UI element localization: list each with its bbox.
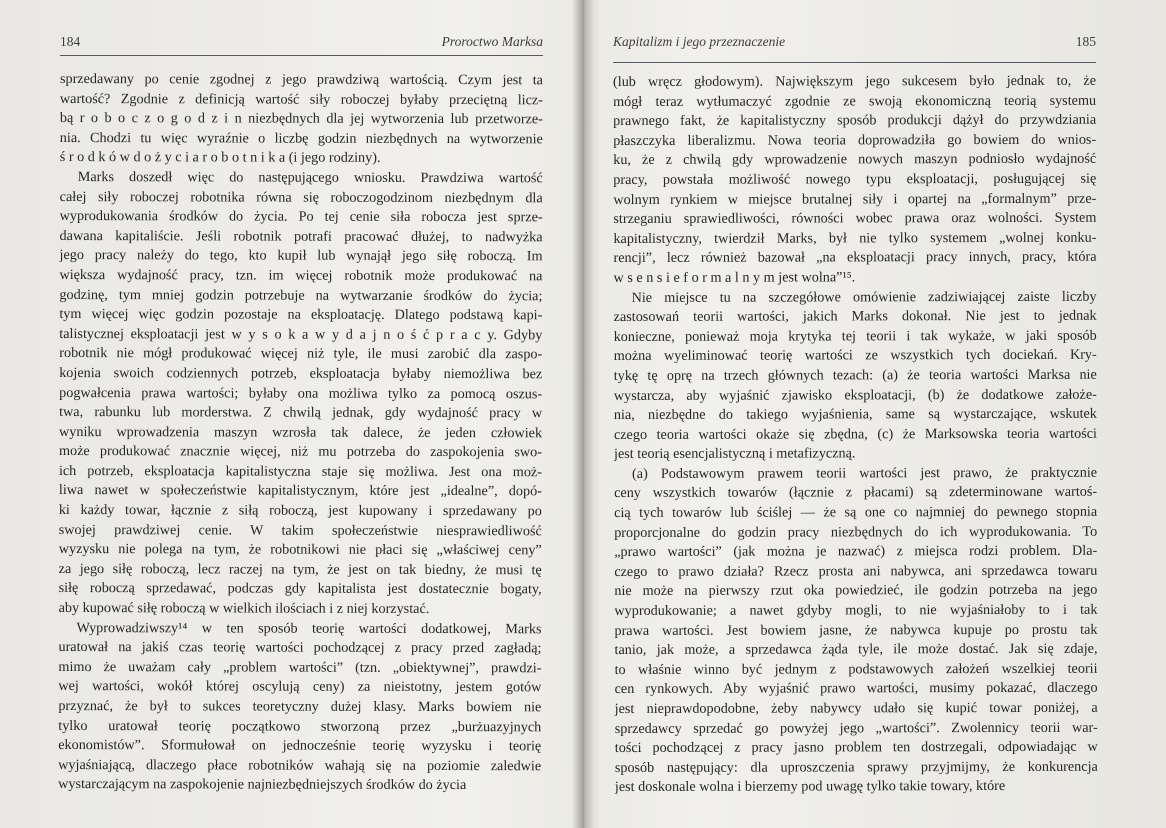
text-line: czego teoria wartości okaże się zbędna, (c) że Marksowska teoria wartości: [613, 425, 1097, 443]
text-line: można wyeliminować teorię wartości ze wszystkich tych dociekań. Kry-: [613, 347, 1097, 365]
text-line: kojenia swoich codziennych potrzeb, eksploatacja byłaby niemożliwa bez: [59, 364, 543, 383]
right-running-head: Kapitalizm i jego przeznaczenie: [613, 34, 786, 49]
text-line: wartość? Zgodnie z definicją wartość siły roboczej byłaby przeciętną licz-: [59, 90, 543, 108]
text-line: wyniku wprowadzenia maszyn wzrosła tak dalece, że jeden człowiek: [59, 423, 543, 441]
text-line: swojej prawdziwej cenie. W takim społeczeństwie niesprawiedliwość: [58, 521, 542, 539]
text-line: tanio, jak może, a sprzedawca żąda tyle, ile może dostać. Jak się zdaje,: [614, 640, 1098, 659]
text-line: za jego siłę roboczą, lecz raczej na tym, że jest on tak biedny, że musi tę: [58, 560, 542, 579]
text-line: mógł teraz wytłumaczyć zgodnie ze swoją ekonomiczną teorią systemu: [613, 92, 1097, 110]
left-running-head: Proroctwo Marksa: [441, 34, 543, 49]
text-line: konieczne, ponieważ moja krytyka tej teorii i tak wykaże, w jaki sposób: [613, 327, 1097, 345]
text-line: aby kupować siłę roboczą w wielkich ilościach i z niej korzystać.: [58, 600, 430, 617]
text-line: zastosowań teorii wartości, jakich Marks dokonał. Nie jest to jednak: [613, 307, 1097, 326]
text-line: tym więcej więc godzin pozostaje na eksploatację. Dlatego podstawą kapi-: [59, 306, 543, 324]
text-line: wyprodukowania środków do życia. Po tej cenie siła robocza jest sprze-: [59, 208, 543, 226]
text-line: ś r o d k ó w d o ż y c i a r o b o t n i k a (i jego rodziny).: [59, 149, 381, 167]
text-line: robotnik nie mógł produkować więcej niż tyle, ile musi zarobić dla zaspo-: [59, 345, 543, 363]
text-line: uratował na jakiś czas teorię wartości pochodzącej z pracy przed zagładą;: [58, 639, 542, 657]
text-line: (lub wręcz głodowym). Największym jego sukcesem było jednak to, że: [613, 72, 1097, 90]
text-line: talistycznej eksploatacji jest w y s o k a w y d a j n o ś ć p r a c y. Gdyby: [59, 325, 543, 343]
text-line: jest nieprawdopodobne, żeby nabywcy udało się kupić towar poniżej, a: [614, 699, 1098, 717]
text-line: Marks doszedł więc do następującego wniosku. Prawdziwa wartość: [77, 169, 543, 187]
text-line: nia, niezbędne do takiego wyjaśnienia, same są wystarczające, wskutek: [613, 405, 1097, 424]
text-line: jego pracy należy do tego, kto kupił lub wynajął jego siłę roboczą. Im: [59, 247, 543, 265]
text-line: liwa nawet w społeczeństwie kapitalistycznym, które jest „idealne”, dopó-: [58, 482, 542, 500]
text-line: proporcjonalne do godzin pracy niezbędnych do ich wyprodukowania. To: [614, 523, 1098, 541]
text-line: płaszczyka liberalizmu. Nowa teoria doprowadziła go bowiem do wnios-: [613, 131, 1097, 149]
text-line: twa, rabunku lub morderstwa. Z chwilą jednak, gdy wydajność pracy w: [59, 404, 543, 422]
text-line: tości pochodzącej z pracy jasno problem ten dostrzegali, odpowiadając w: [614, 738, 1098, 757]
text-line: strzeganiu sprawiedliwości, równości wobec prawa oraz wolności. System: [613, 209, 1097, 228]
text-line: jest teorią esencjalistyczną i metafizyczną.: [613, 445, 856, 463]
text-line: sposób następujący: dla uproszczenia sprawy przyjmijmy, że konkurencja: [614, 758, 1098, 776]
text-line: „prawo wartości” (jak można je nazwać) z miejsca rodzi problem. Dla-: [614, 542, 1098, 561]
text-line: tykę tę oprę na trzech głównych tezach: (a) że teoria wartości Marksa nie: [613, 366, 1097, 384]
text-line: pogwałcenia prawa wartości; byłaby ona możliwa tylko za pomocą oszus-: [59, 384, 543, 402]
text-line: sprzedawcy sprzedać go powyżej jego „wartości”. Zwolennicy teorii war-: [614, 719, 1098, 737]
text-line: kapitalistyczny, twierdził Marks, był nie tylko systemem „wolnej konku-: [613, 229, 1097, 247]
text-line: może produkować znacznie więcej, niż mu potrzeba do zaspokojenia swo-: [58, 443, 543, 461]
text-line: czego to prawo działa? Rzecz prosta ani nabywca, ani sprzedawca towaru: [614, 562, 1098, 580]
right-page: [583, 0, 1166, 828]
text-line: ki każdy towar, łącznie z siłą roboczą, jest kupowany i sprzedawany po: [58, 502, 542, 520]
text-line: w s e n s i e f o r m a l n y m jest wolna”¹⁵.: [613, 269, 856, 286]
text-line: jest doskonale wolna i bierzemy pod uwagę tylko takie towary, które: [614, 778, 1006, 796]
left-page-number: 184: [60, 34, 81, 49]
text-line: pracy, powstała możliwość nowego typu eksploatacji, posługującej się: [613, 170, 1097, 188]
text-line: Nie miejsce tu na szczegółowe omówienie zadziwiającej zaiste liczby: [631, 288, 1097, 306]
left-header-rule: [60, 55, 543, 56]
text-line: całej siły roboczej robotnika równa się roboczogodzinom niezbędnym dla: [59, 188, 543, 206]
text-line: przyznać, że był to sukces teoretyczny dużej klasy. Marks bowiem nie: [58, 697, 542, 716]
text-line: Wyprowadziwszy¹⁴ w ten sposób teorię wartości dodatkowej, Marks: [76, 619, 542, 637]
text-line: bą r o b o c z o g o d z i n niezbędnych dla jej wytworzenia lub przetworze-: [59, 110, 543, 128]
text-line: (a) Podstawowym prawem teorii wartości jest prawo, że praktycznie: [632, 464, 1098, 482]
text-line: ku, że z chwilą gdy wprowadzenie nowych maszyn podniosło wydajność: [613, 151, 1097, 169]
text-line: prawnego fakt, że kapitalistyczny sposób produkcji dążył do przywdziania: [613, 111, 1097, 130]
right-page-body: [613, 72, 1098, 798]
text-line: nie może na pierwszy rzut oka powiedzieć, ile godzin potrzeba na jego: [614, 582, 1098, 600]
text-line: cen rynkowych. Aby wyjaśnić prawo wartości, musimy pokazać, dlaczego: [614, 680, 1098, 698]
text-line: rencji”, lecz również bazował „na eksploatacji pracy innych, pracy, która: [613, 249, 1097, 267]
text-line: ekonomistów”. Sformułował on jednocześnie teorię wyzysku i teorię: [58, 737, 542, 755]
right-page-number: 185: [1075, 34, 1096, 49]
text-line: mimo że uważam cały „problem wartości” (tzn. „obiektywnej”, prawdzi-: [58, 658, 542, 677]
text-line: ceny wszystkich towarów (łącznie z płacami) są zdeterminowane wartoś-: [614, 484, 1098, 502]
right-header-rule: [613, 62, 1096, 63]
left-page-body: [58, 70, 543, 796]
text-line: prawa wartości. Jest bowiem jasne, że nabywca kupuje po prostu tak: [614, 621, 1098, 639]
text-line: siłę roboczą sprzedawać, podczas gdy kapitalista jest dostatecznie bogaty,: [58, 580, 542, 598]
text-line: sprzedawany po cenie zgodnej z jego prawdziwą wartością. Czym jest ta: [59, 71, 543, 89]
text-line: wyjaśniającą, dlaczego płace robotników wahają się na poziomie zaledwie: [58, 756, 542, 775]
text-line: tylko uratował teorię początkowo stworzoną przez „burżuazyjnych: [58, 717, 542, 735]
text-line: to właśnie winno być jednym z podstawowych założeń wszelkiej teorii: [614, 660, 1098, 678]
text-line: nia. Chodzi tu więc wyraźnie o liczbę godzin niezbędnych na wytworzenie: [59, 129, 543, 148]
text-line: godzinę, tym mniej godzin potrzebuje na wytwarzanie środków do życia;: [59, 286, 543, 304]
text-line: wyzysku nie polega na tym, że robotnikowi nie płaci się „właściwej ceny”: [58, 541, 542, 559]
text-line: wystarcza, aby wyjaśnić zjawisko eksploatacji, (b) że dodatkowe założe-: [613, 386, 1097, 404]
text-line: cią tych towarów lub ściślej — że są one co najmniej do pewnego stopnia: [614, 503, 1098, 522]
text-line: wej wartości, wokół której oscylują ceny) za nieistotny, jestem gotów: [58, 678, 542, 696]
text-line: dawana kapitaliście. Jeśli robotnik potrafi pracować dłużej, to nadwyżka: [59, 227, 543, 246]
text-line: wyprodukowanie; a nawet gdyby mogli, to nie wyjaśniałoby to i tak: [614, 601, 1098, 620]
text-line: wystarczającym na zaspokojenie najniezbędniejszych środków do życia: [58, 776, 467, 794]
text-line: wolnym rynkiem w miejsce brutalnej siły i opartej na „formalnym” prze-: [613, 190, 1097, 208]
text-line: większa wydajność pracy, tzn. im więcej robotnik może produkować na: [59, 266, 543, 285]
text-line: ich potrzeb, eksploatacja kapitalistyczna staje się możliwa. Jest ona moż-: [58, 462, 542, 481]
